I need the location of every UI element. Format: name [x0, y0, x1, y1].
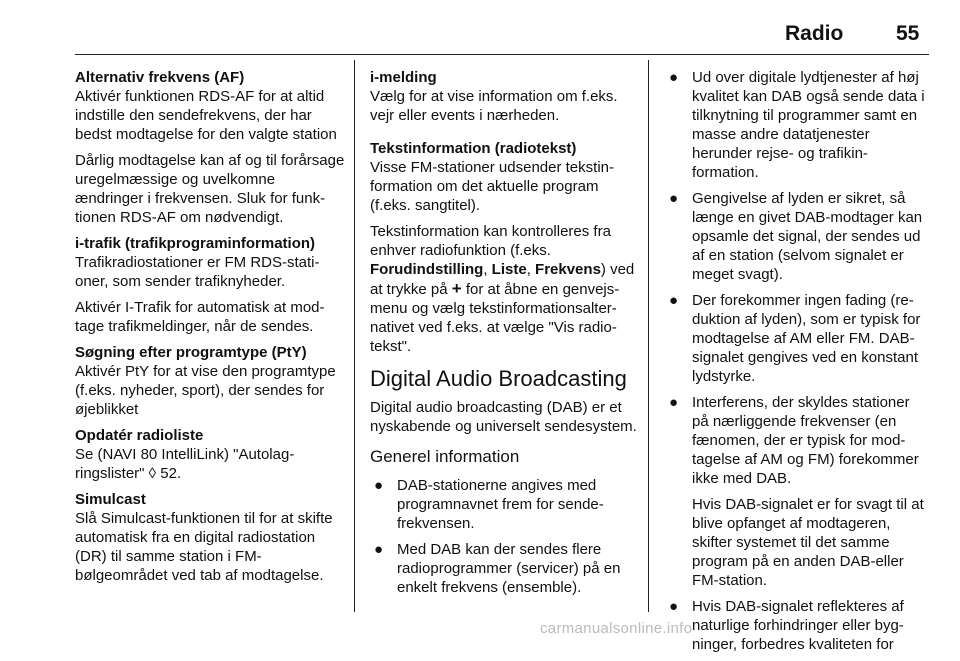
keyword-liste: Liste: [491, 261, 527, 278]
text-imelding: Vælg for at vise information om f.eks. vejr eller events i nærheden.: [370, 88, 618, 124]
paragraph-af-note: Dårlig modtagelse kan af og til forårsage uregelmæssige og uvelkomne ændringer i frekvensen. Sluk for funktionen RDS-AF om nødvendigt.: [75, 152, 345, 226]
heading-imelding: i-melding: [370, 69, 437, 86]
list-item-continuation: Hvis DAB-signalet er for svagt til at blive opfanget af modtageren, skifter systemet til det samme program på en anden DAB-eller FM-station.: [692, 496, 924, 589]
bullet-icon: ●: [669, 598, 679, 615]
bullet-icon: ●: [374, 477, 384, 494]
section-pty: [75, 343, 345, 419]
separator-2: ,: [526, 261, 536, 278]
list-item-text: Med DAB kan der sendes flere radioprogrammer (servicer) på en enkelt frekvens (ensemble).: [397, 541, 621, 596]
watermark-footer: carmanualsonline.info: [540, 620, 693, 637]
section-itrafik: [75, 234, 345, 291]
text-itrafik: Trafikradiostationer er FM RDS-stationer, som sender trafiknyheder.: [75, 254, 320, 290]
plus-icon: +: [451, 279, 462, 298]
dab-features-list: [665, 68, 927, 654]
text-control-b: ) ved at trykke på: [370, 261, 635, 298]
bullet-icon: ●: [669, 292, 679, 309]
column-2: [370, 68, 638, 604]
heading-radiolist: Opdatér radioliste: [75, 427, 204, 444]
bullet-icon: ●: [669, 190, 679, 207]
column-3: [665, 68, 927, 661]
text-af: Aktivér funktionen RDS-AF for at altid indstille den sendefrekvens, der har bedst modtagelse for den valgte station: [75, 88, 337, 143]
keyword-forudindstilling: Forudindstilling: [370, 261, 484, 278]
list-item: [665, 189, 927, 284]
list-item-text: Interferens, der skyldes stationer på nærliggende frekvenser (en fænomen, der er typisk for modtagelse af AM og FM) forekommer ikke med DAB.: [692, 394, 919, 487]
text-dab: Digital audio broadcasting (DAB) er et nyskabende og universelt sendesystem.: [370, 399, 637, 435]
keyword-frekvens: Frekvens: [535, 261, 601, 278]
list-item-text: Gengivelse af lyden er sikret, så længe en givet DAB-modtager kan opsamle det signal, der sendes ud af en station (selvom signalet er meget svagt).: [692, 190, 923, 283]
bullet-icon: ●: [669, 69, 679, 86]
heading-simulcast: Simulcast: [75, 491, 146, 508]
section-tekstinfo: [370, 139, 638, 215]
heading-dab: Digital Audio Broadcasting: [370, 366, 627, 391]
heading-tekstinfo: Tekstinformation (radiotekst): [370, 140, 577, 157]
text-pty: Aktivér PtY for at vise den programtype (f.eks. nyheder, sport), der sendes for øjeblikket: [75, 363, 336, 418]
separator-1: ,: [483, 261, 492, 278]
text-radiolist: Se (NAVI 80 IntelliLink) "Autolagringslister" ◊ 52.: [75, 446, 295, 482]
general-info-list: [370, 476, 638, 597]
list-item: [665, 393, 927, 488]
list-item: [665, 597, 927, 654]
text-simulcast: Slå Simulcast-funktionen til for at skifte automatisk fra en digital radiostation (DR) til samme station i FM-bølgeområdet ved tab af modtagelse.: [75, 510, 333, 584]
column-divider-2: [648, 60, 649, 612]
list-item: [665, 68, 927, 182]
heading-pty: Søgning efter programtype (PtY): [75, 344, 307, 361]
column-1: [75, 68, 345, 592]
list-item: [665, 291, 927, 386]
section-imelding: [370, 68, 638, 125]
column-divider-1: [354, 60, 355, 612]
list-item-text: DAB-stationerne angives med programnavnet frem for sendefrekvensen.: [397, 477, 604, 532]
paragraph-itrafik-note: Aktivér I-Trafik for automatisk at modtage trafikmeldinger, når de sendes.: [75, 299, 325, 335]
section-radiolist: [75, 426, 345, 483]
text-control-a: Tekstinformation kan kontrolleres fra enhver radiofunktion (f.eks.: [370, 223, 611, 259]
header-rule: [75, 54, 929, 55]
paragraph-tekstinfo-control: [370, 222, 638, 356]
heading-general-info: Generel information: [370, 447, 520, 466]
list-item: [370, 476, 638, 533]
page-title: Radio: [785, 22, 844, 45]
section-simulcast: [75, 490, 345, 585]
heading-af: Alternativ frekvens (AF): [75, 69, 245, 86]
list-item-text: Hvis DAB-signalet reflekteres af naturlige forhindringer eller bygninger, forbedres kvaliteten for: [692, 598, 904, 653]
page-number: 55: [896, 22, 920, 45]
list-item-text: Ud over digitale lydtjenester af høj kvalitet kan DAB også sende data i tilknytning til programmer samt en masse andre datatjenester herunder rejse- og trafikinformation.: [692, 69, 925, 181]
text-control-c: for at åbne en genvejsmenu og vælg tekstinformationsalternativet ved f.eks. at vælge "Vis radiotekst".: [370, 281, 620, 355]
section-af: [75, 68, 345, 144]
list-item-text: Der forekommer ingen fading (reduktion af lyden), som er typisk for modtagelse af AM eller FM. DAB-signalet gengives ved en konstant lydstyrke.: [692, 292, 921, 385]
bullet-icon: ●: [669, 394, 679, 411]
text-tekstinfo: Visse FM-stationer udsender tekstinformation om det aktuelle program (f.eks. sangtitel).: [370, 159, 614, 214]
page-header: [0, 0, 960, 54]
heading-itrafik: i-trafik (trafikprograminformation): [75, 235, 316, 252]
bullet-icon: ●: [374, 541, 384, 558]
list-item: [370, 540, 638, 597]
